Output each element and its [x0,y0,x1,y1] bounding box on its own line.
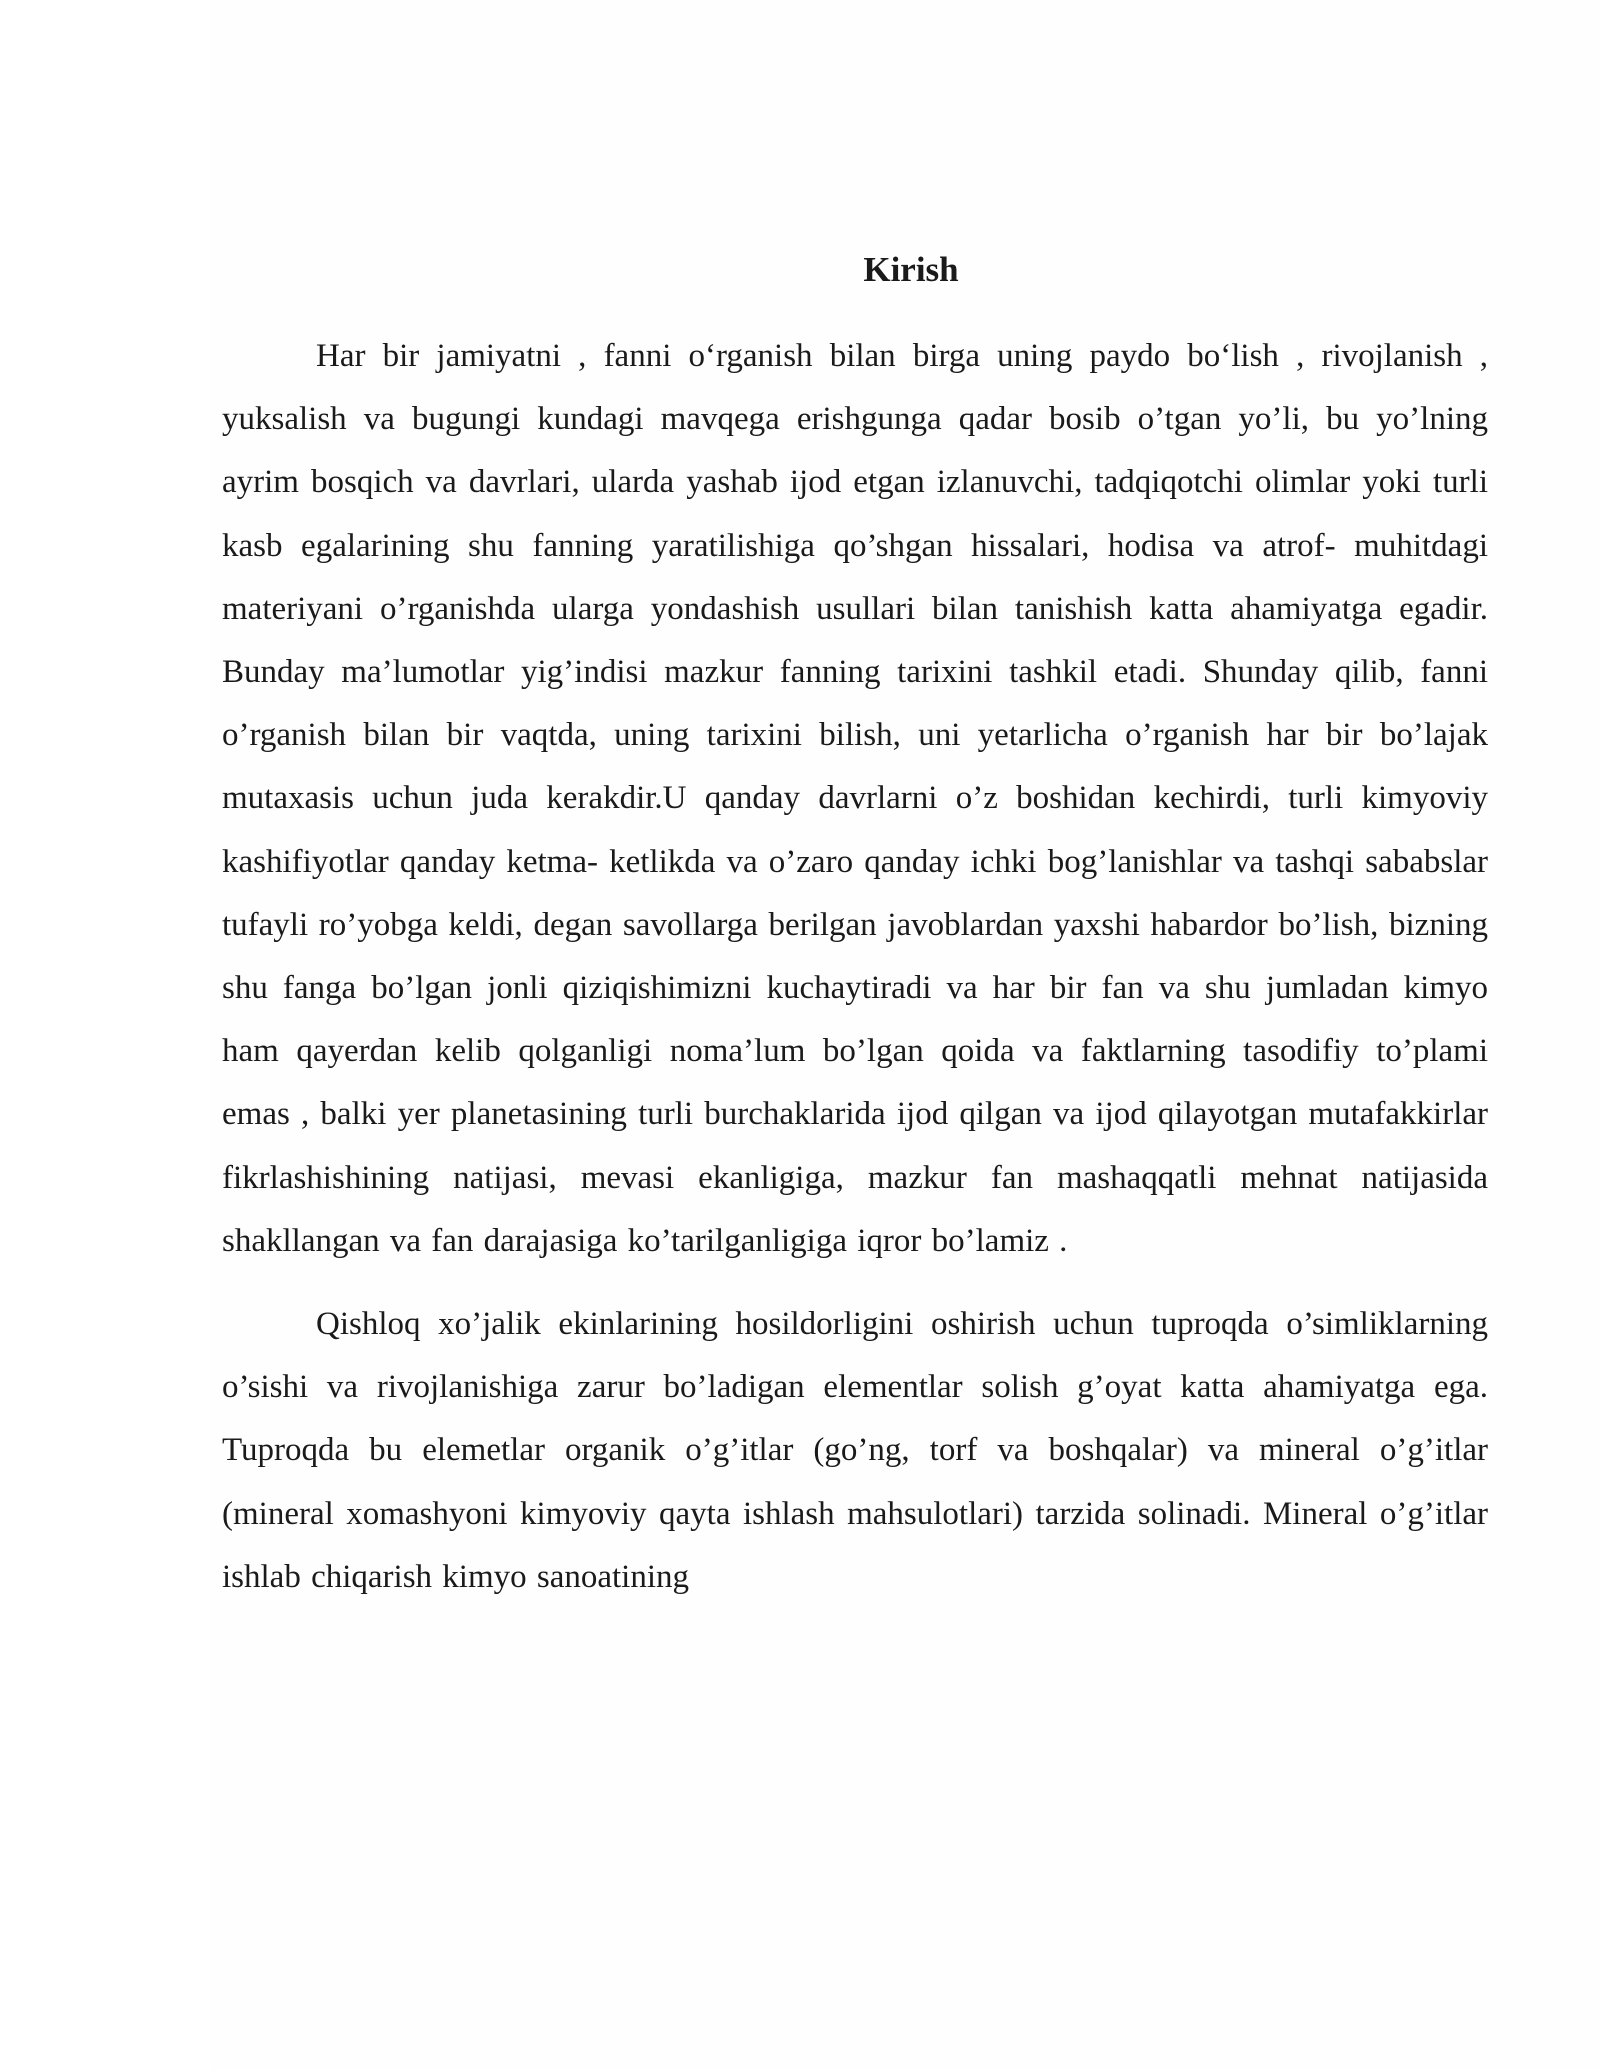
paragraph-introduction: Har bir jamiyatni , fanni o‘rganish bilan birga uning paydo bo‘lish , rivojlanish , yuksalish va bugungi kundagi mavqega erishgunga qadar bosib o’tgan yo’li, bu yo’lning ayrim bosqich va davrlari, ularda yashab ijod etgan izlanuvchi, tadqiqotchi olimlar yoki turli kasb egalarining shu fanning yaratilishiga qo’shgan hissalari, hodisa va atrof- muhitdagi materiyani o’rganishda ularga yondashish usullari bilan tanishish katta ahamiyatga egadir. Bunday ma’lumotlar yig’indisi mazkur fanning tarixini tashkil etadi. Shunday qilib, fanni o’rganish bilan bir vaqtda, uning tarixini bilish, uni yetarlicha o’rganish har bir bo’lajak mutaxasis uchun juda kerakdir.U qanday davrlarni o’z boshidan kechirdi, turli kimyoviy kashifiyotlar qanday ketma- ketlikda va o’zaro qanday ichki bog’lanishlar va tashqi sababslar tufayli ro’yobga keldi, degan savollarga berilgan javoblardan yaxshi habardor bo’lish, bizning shu fanga bo’lgan jonli qiziqishimizni kuchaytiradi va har bir fan va shu jumladan kimyo ham qayerdan kelib qolganligi noma’lum bo’lgan qoida va faktlarning tasodifiy to’plami emas , balki yer planetasining turli burchaklarida ijod qilgan va ijod qilayotgan mutafakkirlar fikrlashishining natijasi, mevasi ekanligiga, mazkur fan mashaqqatli mehnat natijasida shakllangan va fan darajasiga ko’tarilganligiga iqror bo’lamiz . [222,338,1488,1259]
document-body [222,240,1488,1609]
paragraph-agriculture: Qishloq xo’jalik ekinlarining hosildorligini oshirish uchun tuproqda o’simliklarning o’sishi va rivojlanishiga zarur bo’ladigan elementlar solish g’oyat katta ahamiyatga ega. Tuproqda bu elemetlar organik o’g’itlar (go’ng, torf va boshqalar) va mineral o’g’itlar (mineral xomashyoni kimyoviy qayta ishlash mahsulotlari) tarzida solinadi. Mineral o’g’itlar ishlab chiqarish kimyo sanoatining [222,1306,1488,1595]
document-title: Kirish [863,250,959,289]
